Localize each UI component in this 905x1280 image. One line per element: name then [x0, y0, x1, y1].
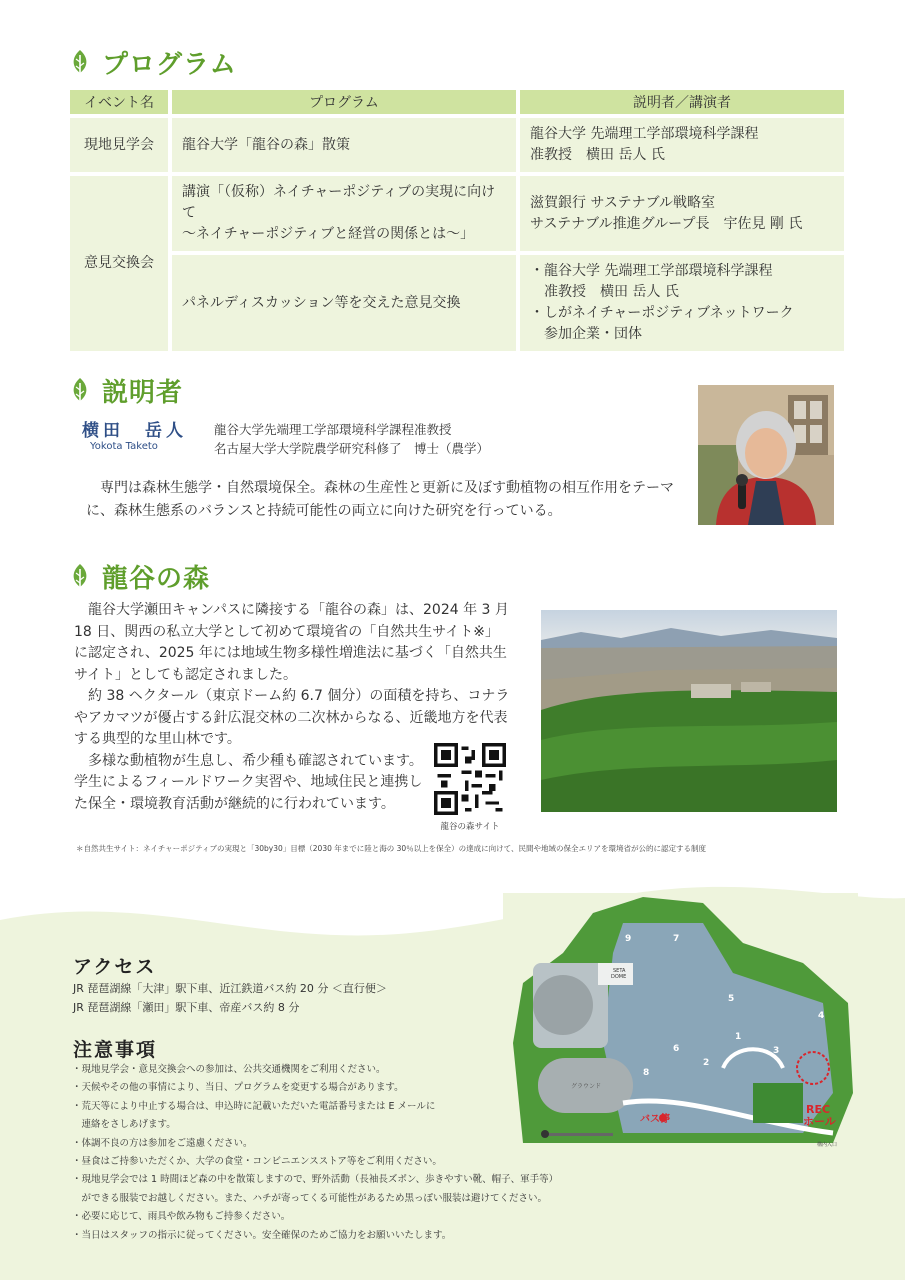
access-line: JR 琵琶湖線「大津」駅下車、近江鉄道バス約 20 分 ＜直行便＞	[73, 982, 387, 995]
building-number: 3	[773, 1046, 780, 1056]
gate-label: 構内入口	[817, 1142, 838, 1148]
speaker-line: 龍谷大学 先端理工学部環境科学課程	[530, 126, 759, 142]
column-header: イベント名	[70, 90, 168, 114]
list-item: ・必要に応じて、雨具や飲み物もご持参ください。	[72, 1211, 291, 1223]
list-item: ・荒天等により中止する場合は、申込時に記載いただいた電話番号または E メールに	[72, 1100, 436, 1112]
building-number: 1	[735, 1032, 742, 1042]
section-title: 説明者	[102, 378, 184, 408]
rec-hall-label	[803, 1103, 837, 1128]
speaker-cell	[520, 118, 844, 172]
campus-map	[503, 893, 858, 1151]
speaker-name: 横田 岳人	[82, 421, 187, 441]
list-item: ・昼食はご持参いただくか、大学の食堂・コンビニエンスストア等をご利用ください。	[72, 1156, 442, 1168]
list-item: ができる服装でお越しください。また、ハチが寄ってくる可能性があるため黒っぽい服装は避けてください。	[72, 1192, 548, 1204]
speaker-portrait	[698, 385, 834, 525]
leaf-icon	[68, 563, 92, 591]
footnote: ＊自然共生サイト：ネイチャーポジティブの実現と「30by30」目標（2030 年までに陸と海の 30％以上を保全）の達成に向けて、民間や地域の保全エリアを環境省が公的に認定する制度	[76, 844, 707, 853]
bus-stop-label: バス停	[640, 1114, 670, 1125]
affiliation-line: 龍谷大学先端理工学部環境科学課程准教授	[214, 422, 452, 437]
section-title: 龍谷の森	[102, 564, 211, 594]
seta-dome-line1: SETA	[613, 968, 626, 974]
building-number: 4	[818, 1011, 825, 1021]
table-row	[70, 176, 844, 251]
event-cell: 現地見学会	[70, 118, 168, 172]
table-row	[70, 255, 844, 351]
speaker-line: 参加企業・団体	[530, 326, 642, 342]
forest-heading	[68, 558, 210, 595]
list-item: ・体調不良の方は参加をご遠慮ください。	[72, 1137, 253, 1149]
speaker-heading	[68, 372, 183, 409]
notes-heading: 注意事項	[73, 1039, 158, 1061]
list-item: 連絡をさしあげます。	[72, 1119, 176, 1131]
building-number: 6	[673, 1044, 680, 1054]
speaker-line: 准教授 横田 岳人 氏	[530, 147, 665, 163]
speaker-cell	[520, 176, 844, 251]
column-header: プログラム	[172, 90, 516, 114]
forest-aerial-photo	[541, 610, 837, 812]
speaker-name-roman: Yokota Taketo	[90, 441, 158, 452]
rec-hall-line1: REC	[806, 1103, 831, 1116]
speaker-line: ・しがネイチャーポジティブネットワーク	[530, 305, 794, 321]
leaf-icon	[68, 49, 92, 77]
column-header: 説明者／講演者	[520, 90, 844, 114]
program-table	[66, 86, 848, 355]
speaker-line: サステナブル推進グループ長 宇佐見 剛 氏	[530, 215, 803, 232]
program-cell	[172, 176, 516, 251]
program-heading	[68, 44, 237, 81]
speaker-line: 滋賀銀行 サステナブル戦略室	[530, 194, 716, 211]
section-title: プログラム	[102, 50, 237, 80]
program-cell: パネルディスカッション等を交えた意見交換	[172, 255, 516, 351]
speaker-cell	[520, 255, 844, 351]
leaf-icon	[68, 377, 92, 405]
building-number: 9	[625, 934, 632, 944]
access-line: JR 琵琶湖線「瀬田」駅下車、帝産バス約 8 分	[73, 1001, 300, 1014]
rec-hall-line2: ホール	[803, 1115, 836, 1128]
forest-paragraph: 多様な動植物が生息し、希少種も確認されています。学生によるフィールドワーク実習や、地域住民と連携した保全・環境教育活動が継続的に行われています。	[74, 752, 423, 812]
list-item: ・天候やその他の事情により、当日、プログラムを変更する場合があります。	[72, 1082, 404, 1094]
qr-code[interactable]	[434, 743, 506, 815]
qr-label: 龍谷の森サイト	[440, 822, 500, 832]
forest-paragraph: 龍谷大学瀬田キャンパスに隣接する「龍谷の森」は、2024 年 3 月 18 日、関西の私立大学として初めて環境省の「自然共生サイト※」に認定され、2025 年には地域生物多様性増進法に基づく「自然共生サイト」としても認定されました。	[74, 602, 509, 683]
table-header-row	[70, 90, 844, 114]
program-line: 講演「（仮称）ネイチャーポジティブの実現に向けて	[182, 184, 496, 221]
list-item: ・当日はスタッフの指示に従ってください。安全確保のためご協力をお願いいたします。	[72, 1229, 452, 1241]
event-cell: 意見交換会	[70, 176, 168, 351]
speaker-affiliation	[214, 420, 489, 458]
access-heading: アクセス	[73, 956, 157, 978]
speaker-line: ・龍谷大学 先端理工学部環境科学課程	[530, 263, 773, 279]
affiliation-line: 名古屋大学大学院農学研究科修了 博士（農学）	[214, 441, 490, 456]
building-number: 8	[643, 1068, 650, 1078]
speaker-line: 准教授 横田 岳人 氏	[530, 284, 679, 300]
building-number: 2	[703, 1058, 710, 1068]
table-row	[70, 118, 844, 172]
seta-dome-line2: DOME	[611, 974, 627, 980]
forest-paragraph: 約 38 ヘクタール（東京ドーム約 6.7 個分）の面積を持ち、コナラやアカマツが優占する針広混交林の二次林からなる、近畿地方を代表する典型的な里山林です。	[74, 688, 510, 747]
speaker-description: 専門は森林生態学・自然環境保全。森林の生産性と更新に及ぼす動植物の相互作用をテーマに、森林生態系のバランスと持続可能性の両立に向けた研究を行っている。	[86, 480, 674, 519]
list-item: ・現地見学会では 1 時間ほど森の中を散策しますので、野外活動（長袖長ズボン、歩きやすい靴、帽子、軍手等）	[72, 1174, 559, 1186]
program-cell: 龍谷大学「龍谷の森」散策	[172, 118, 516, 172]
ground-label: グラウンド	[571, 1083, 602, 1090]
access-directions	[73, 979, 387, 1017]
program-line: 〜ネイチャーポジティブと経営の関係とは〜」	[182, 226, 475, 242]
list-item: ・現地見学会・意見交換会への参加は、公共交通機関をご利用ください。	[72, 1064, 386, 1075]
seta-dome-label	[611, 968, 627, 980]
building-number: 7	[673, 934, 680, 944]
building-number: 5	[728, 994, 735, 1004]
